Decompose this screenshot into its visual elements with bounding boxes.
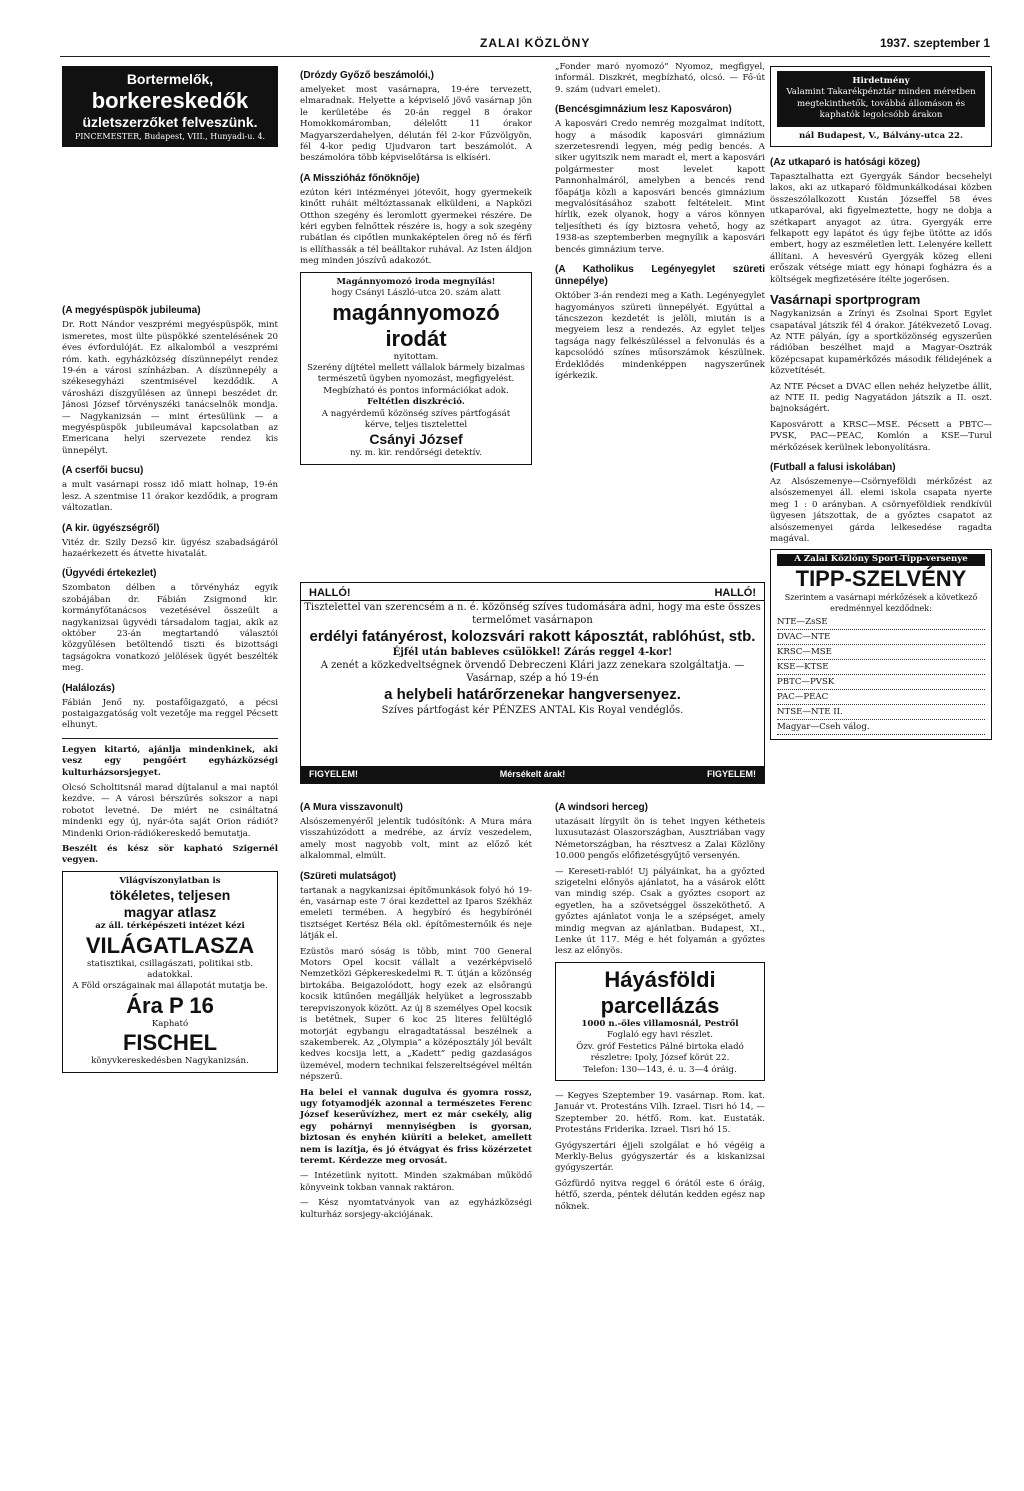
issue-date: 1937. szeptember 1	[879, 36, 990, 50]
ad-line: HALLÓ!	[309, 587, 351, 599]
ad-footer-bar	[301, 766, 764, 783]
ad-line: borkereskedők	[91, 88, 249, 113]
article-body: Alsószemenyéről jelentik tudósítónk: A Mura mára visszahúzódott a medrébe, az árvíz veszedelem, amely most nagyobb volt, mint az előző két alkalommal, elmúlt.	[300, 817, 532, 862]
ad-line: Világvíszonylatban is	[119, 875, 221, 886]
notice: — Intézetünk nyitott. Minden szakmában működő könyveink tokban vannak raktáron.	[300, 1171, 532, 1193]
article-body: Kaposvárott a KRSC—MSE. Pécsett a PBTC—PVSK, PAC—PEAC, Komlón a KSE—Turul mérkőzések kerülnek lebonyolításra.	[770, 419, 992, 453]
ad-line: az áll. térképészeti intézet kézi	[95, 921, 245, 932]
article-body: A kaposvári Credo nemrég mozgalmat indított, hogy a második kaposvári gimnázium szerzetesrendi legyen, még pedig bencés. A siker ugyitszik nem maradt el, mert a kaposvári polgármester most levelet kapott Pannonhalmáról, amelyben a bencés rend főapátja közli a kaposvári bencés gimnázium megvalósításához szabott feltételeit. Mint hírlik, ezek olyanok, hogy a város könnyen teljesítheti és így biztosra vehető, hogy az 1938-as szeptemberben megnyílik a kaposvári bencés gimnázium terve.	[555, 119, 765, 255]
ticket-row: NTSE—NTE II.	[777, 705, 985, 720]
ticket-row: DVAC—NTE	[777, 630, 985, 645]
article-heading: (A cserfői bucsu)	[62, 465, 144, 477]
column-4	[770, 62, 992, 1482]
ad-line: HALLÓ!	[714, 587, 756, 599]
ad-line: PINCEMESTER, Budapest, VIII., Hunyadi-u. 4.	[74, 132, 266, 141]
article-body: Gőzfürdő nyitva reggel 6 órától este 6 óráig, hétfő, szerda, péntek délután kedden egész nap nőknek.	[555, 1178, 765, 1212]
ticket-row: NTE—ZsSE	[777, 615, 985, 630]
ticket-rows	[777, 615, 985, 735]
article-body: Dr. Rott Nándor veszprémi megyéspüspök, mint ismeretes, most ülte püspökké szentelésének 20 éves évfordulóját. Ez alkalomból a veszprémi róm. kath. egyházközség díszünnepélyt rendez 19-én a városi színházban. A díszünnepély a székesegyházi szentmisével kezdődik. A városházi díszgyűlésen az ünnepi beszédet dr. Jánosi József törvényszéki tanácselnök mondja. — Nagykanizsán — mint értesülünk — a megyéspüspök jubileumával kapcsolatban az Emericana helyi szervezete rendez kis ünnepélyt.	[62, 320, 278, 456]
ticket-row: PAC—PEAC	[777, 690, 985, 705]
ad-line: Foglaló egy havi részlet.	[606, 1030, 713, 1041]
ad-inner	[777, 71, 985, 127]
ad-line: erdélyi fatányérost, kolozsvári rakott káposztát, rablóhúst, stb.	[309, 628, 756, 645]
ad-line: Telefon: 130—143, é. u. 3—4 óráig.	[583, 1064, 737, 1075]
article-body: Gyógyszertári éjjeli szolgálat e hó végéig a Merkly-Belus gyógyszertár és a kiskanizsai gyógyszertár.	[555, 1140, 765, 1174]
ad-line: A Föld országainak mai állapotát mutatja be.	[72, 981, 268, 992]
ad-line: Valamint Takarékpénztár minden méretben megtekinthetők, továbbá állomáson és kaphatók legolcsóbb árakon	[786, 87, 976, 121]
column-2	[300, 62, 532, 577]
ad-line: FISCHEL	[122, 1030, 218, 1056]
article-body: Vitéz dr. Szily Dezső kir. ügyész szabadságáról hazaérkezett és átvette hivatalát.	[62, 537, 278, 559]
ad-line: Magánnyomozó iroda megnyílás!	[336, 276, 496, 287]
ad-line: Mérsékelt árak!	[499, 769, 566, 779]
ad-line: Szerintem a vasárnapi mérkőzések a következő eredménnyel kezdődnek:	[784, 592, 978, 614]
ad-tipp-szelveny	[770, 549, 992, 739]
article-heading: (Drózdy Győző beszámolói,)	[300, 70, 434, 81]
ad-line: Feltétlen diszkréció.	[367, 397, 465, 408]
ad-line: magyar atlasz	[123, 904, 217, 921]
notice: Beszélt és kész sör kapható Szigernél vegyen.	[62, 844, 278, 866]
ad-line: 1000 n.-öles villamosnál, Pestről	[581, 1018, 739, 1029]
ad-line: hogy Csányi László-utca 20. szám alatt	[331, 288, 501, 299]
notice: Legyen kitartó, ajánlja mindenkinek, aki vesz egy pengőért egyházközségi kulturházsorsjegyet.	[62, 744, 278, 778]
ad-line: A zenét a közkedveltségnek örvendő Debreczeni Klári jazz zenekara szolgáltatja. — Vasárnap, szép a hó 19-én	[320, 660, 745, 684]
article-body: ezúton kéri intézményei jótevőit, hogy gyermekeik kinőtt ruháit méltóztassanak elküldeni, a Napközi Otthon szegény és leromlott gyermekei részére. De kéri egyben felnőttek részére is, hogy a sok szegény rubátlan és cipőtlen munkaképtelen öreg nő és férfi is ellíthassák a tél beálltakor ruhával. Az Isten áldjon meg minden jószívű adakozót.	[300, 187, 532, 267]
article-body: tartanak a nagykanizsai építőmunkások folyó hó 19-én, vasárnap este 7 órai kezdettel az Iparos Székház emeleti termében. A hegybíró és hegybírónéi tisztséget Kertész Béla okl. építőmesternőik és neje látják el.	[300, 885, 532, 942]
ad-line: könyvkereskedésben Nagykanizsán.	[91, 1056, 249, 1067]
ad-text: Ha belei el vannak dugulva és gyomra rossz, ugy fotyamodjék azonnal a természetes Ferenc József keserűvízhez, mert ez már csekély, alig egy pohárnyi mennyiségben is gyorsan, biztosan és enyhén kiüríti a beleket, amellett nem is lazítja, és jó étvágyat és friss közérzetet teremt. Kérdezze meg orvosát.	[300, 1087, 532, 1166]
article-heading: (A kir. ügyészségről)	[62, 522, 160, 534]
ad-line: Ára P 16	[126, 992, 214, 1018]
ad-atlas	[62, 871, 278, 1073]
ad-line: Tisztelettel van szerencsém a n. é. közönség szíves tudomására adni, hogy ma este összes termelőmet vasárnapon	[304, 602, 761, 626]
article-body: Az Alsószemenye—Csörnyeföldi mérkőzést az alsószemenyei áll. elemi iskola csapata nyerte meg 1 : 0 arányban. A csörnyeföldiek rendkívül ügyesen játszottak, de a győztes csapatot az alsószemenyei gárda lelkesedése ragadta magával.	[770, 476, 992, 544]
article-body: — Kereseti-rabló! Uj pályáinkat, ha a győzted szigetelni előnyös ajánlatot, ha a vásárok előtt van mindig szép. Csak a győztes csoport az egyetlen, ha a szövetséggel összeköthető. A győztes ajánlatot vonja le a szépséget, amely mindig megvan az ajánlatban. Budapest, XI., Lenke út 117. Még e hét folyamán a győztes lesz az előnyös.	[555, 866, 765, 957]
ad-line: nál Budapest, V., Bálvány-utca 22.	[799, 130, 963, 141]
column-3-lower	[555, 794, 765, 1217]
article-body: — Kegyes Szeptember 19. vasárnap. Rom. kat. Január vt. Protestáns Vilh. Izrael. Tisri hó 14, — Szeptember 20. hétfő. Rom. kat. Eustaták. Protestáns Friderika. Izrael. Tisri hó 15.	[555, 1090, 765, 1136]
ad-line: A Zalai Közlöny Sport-Tipp-versenye	[777, 554, 985, 565]
article-body: utazásait lírgyilt ön is tehet ingyen kétheteis luxusutazást Olaszországban, Ausztriában vagy Németországban, ha résztvesz a Zalai Közlöny 10.000 pengős előfizetésgyűjtő versenyén.	[555, 817, 765, 862]
ad-line: Háyásföldi parcellázás	[600, 966, 720, 1018]
article-body: Fábián Jenő ny. postafőigazgató, a pécsi postaigazgatóság volt vezetője ma reggel Pécsett elhunyt.	[62, 697, 278, 731]
article-heading: (Az utkaparó is hatósági közeg)	[770, 157, 921, 169]
article-heading: (A Mura visszavonult)	[300, 802, 403, 813]
ad-parcellazas	[555, 962, 765, 1081]
ad-line: üzletszerzőket felveszünk.	[82, 114, 258, 130]
article-heading: (A Katholikus Legényegylet szüreti ünnepélye)	[555, 264, 765, 288]
article-body: Október 3-án rendezi meg a Kath. Legényegylet hagyományos szüreti ünnepélyét. Egyúttal a táncszezon kezdetét is jelöli, miután is a megyeiem lesz a rendezés. Az egylet teljes tagsága nagy felkészüléssel a felvonulás és a kapcsolódó színes műsorszámok készülnek. Érdeklődés mindenképpen nagyszerűnek ígérkezik.	[555, 291, 765, 381]
ad-header-bar	[301, 587, 764, 601]
ticket-row: KRSC—MSE	[777, 645, 985, 660]
ad-line: Szíves pártfogást kér PÉNZES ANTAL Kis Royal vendéglős.	[381, 705, 684, 716]
ad-line: statisztikai, csillagászati, politikai stb. adatokkal.	[86, 958, 254, 981]
ad-line: Bortermelők,	[126, 71, 214, 87]
ad-line: tökéletes, teljesen	[109, 887, 231, 904]
article-body: Tapasztalhatta ezt Gyergyák Sándor becsehelyi lakos, aki az utkaparó földmunkálkodásai közben összeszólalkozott Kustán Józseffel 58 éves utkaparóval, aki figyelmeztette, hogy ne dobja a szétkapart anyagot az útra. Gyergyák erre felkapott egy lapátot és úgy fejbe ütötte az idős embert, hogy az eszméletlen lett. Lelenyére kellett állítani. A hevesvérű Gyergyák közeg elleni erőszak vétsége miatt egy hónapi fogházra és a költségek megfizetésére ítélte jogerősen.	[770, 172, 992, 285]
divider	[62, 738, 278, 739]
page-header	[60, 36, 990, 57]
article-body: Szombaton délben a törvényház egyik szobájában dr. Fábián Zsigmond kir. kormányfőtanácsos vezetésével összeült a nagykanizsai ügyvédi társadalom tagjai, akik az október 23-án megtartandó választói közgyűlésen betöltendő tiszti és bizottsági tagságokra vonatkozó jelölések ügyét beszélték meg.	[62, 583, 278, 674]
article-body: a mult vasárnapi rossz idő miatt holnap, 19-én lesz. A szentmise 11 órakor kezdődik, a program változatlan.	[62, 480, 278, 514]
ad-line: VILÁGATLASZA	[85, 932, 255, 958]
article-heading: Vasárnapi sportprogram	[770, 292, 921, 308]
ad-line: ny. m. kir. rendőrségi detektív.	[350, 448, 482, 459]
ticket-row: KSE—KTSE	[777, 660, 985, 675]
article-body: „Fonder maró nyomozó” Nyomoz, megfigyel, informál. Diszkrét, megbízható, olcsó. — Fő-út 9. szám (udvari emelet).	[555, 62, 765, 95]
ad-line: FIGYELEM!	[309, 769, 358, 779]
ticket-row: PBTC—PVSK	[777, 675, 985, 690]
ad-line: Szerény díjtétel mellett vállalok bármely bizalmas természetű ügyben nyomozást, megfigyelést. Megbízható és pontos információkat adok.	[307, 362, 525, 396]
ad-line: Kapható	[151, 1018, 189, 1029]
column-1	[62, 62, 278, 1482]
ad-detective	[300, 272, 532, 465]
article-body: amelyeket most vasárnapra, 19-ére tervezett, elmaradnak. Helyette a képviselő jövő vasárnap jön le kerületébe és 20-án reggel 8 órakor Homokkomáromban, délelőtt 11 órakor Magyarszerdahelyen, délután fél 2-kor Fűzvölgyön, fél 4-kor pedig Ujudvaron tart beszámolót. A beszámolóra több képviselőtársa is elkíséri.	[300, 85, 532, 164]
ad-line: Csányi József	[369, 431, 463, 448]
article-body: Ezüstös maró sóság is több, mint 700 General Motors Opel kocsit vállalt a vezérképviselő Nemzetközi Gépkereskedelmi R. T. útján a közönség birtokába. Beigazolódott, hogy ezek az elsőrangú kocsik kitűnően megállják helyüket a legrosszabb terepviszonyok között. Az új 8 személyes Opel kocsik is betétnek, Super 6 koc 25 literes felültéglő motorját egybangu elragadtatással beszélnek a szakemberek. Az „Olympia” a középosztály jól bevált kedves kocsija lett, a „Kadett” pedig gazdaságos üzemével, modern technikai felszereltségével méltán népszerű.	[300, 946, 532, 1083]
notice: — Kész nyomtatványok van az egyházközségi kulturház sorsjegy-akciójának.	[300, 1198, 532, 1220]
ad-line: TIPP-SZELVÉNY	[795, 565, 967, 591]
ad-line: Éjfél után bableves csülökkel! Zárás reggel 4-kor!	[392, 647, 673, 658]
ad-bortermelok	[62, 66, 278, 147]
article-heading: (A Misszióház főnöknője)	[300, 172, 420, 184]
article-heading: (A windsori herceg)	[555, 802, 648, 813]
ad-hirdetmeny	[770, 66, 992, 147]
ad-line: magánnyomozó irodát	[332, 299, 500, 351]
ad-line: Hirdetmény	[852, 76, 910, 86]
article-heading: (Futball a falusi iskolában)	[770, 461, 896, 473]
article-body: Nagykanizsán a Zrínyi és Zsolnai Sport Egylet csapatával játszik fél 4 órakor. Játékvezető Lovag. Az NTE pályán, így a sportközönség egyszerűen rádióban beszélhet majd a Magyar-Osztrák középcsapat kupamérkőzés második félidejének a közvetítését.	[770, 309, 992, 377]
article-heading: (Ügyvédi értekezlet)	[62, 568, 157, 580]
ad-line: A nagyérdemű közönség szíves pártfogását kérve, teljes tisztelettel	[321, 408, 511, 430]
article-heading: (Bencésgimnázium lesz Kaposváron)	[555, 104, 732, 116]
article-heading: (Szüreti mulatságot)	[300, 870, 397, 882]
ticket-row: Magyar—Cseh válog.	[777, 720, 985, 735]
article-heading: (Halálozás)	[62, 682, 115, 694]
ad-line: Özv. gróf Festetics Pálné birtoka eladó részletre: Ipoly, József körút 22.	[576, 1041, 744, 1064]
ad-line: a helybeli határőrzenekar hangversenyez.	[384, 686, 681, 703]
column-3	[555, 62, 765, 577]
newspaper-title: ZALAI KÖZLÖNY	[480, 36, 591, 50]
ad-line: FIGYELEM!	[706, 769, 756, 779]
ad-hallo	[300, 582, 765, 784]
ad-line: nyitottam.	[393, 351, 439, 362]
notice: Olcsó Scholtitsnál marad díjtalanul a mai naptól kezdve. — A városi bérszűrés sokszor a napi robotot levetné. De miért ne csináltatná mindenki egy új, nyár-óta saját Orion rádiót? Mindenki Orion-rádiókereskedő bemutatja.	[62, 783, 278, 839]
column-2-lower	[300, 794, 532, 1225]
article-body: Az NTE Pécset a DVAC ellen nehéz helyzetbe állít, az NTE II. pedig Nagyatádon játszik a II. oszt. bajnokságért.	[770, 381, 992, 415]
article-heading: (A megyéspüspök jubileuma)	[62, 305, 201, 317]
